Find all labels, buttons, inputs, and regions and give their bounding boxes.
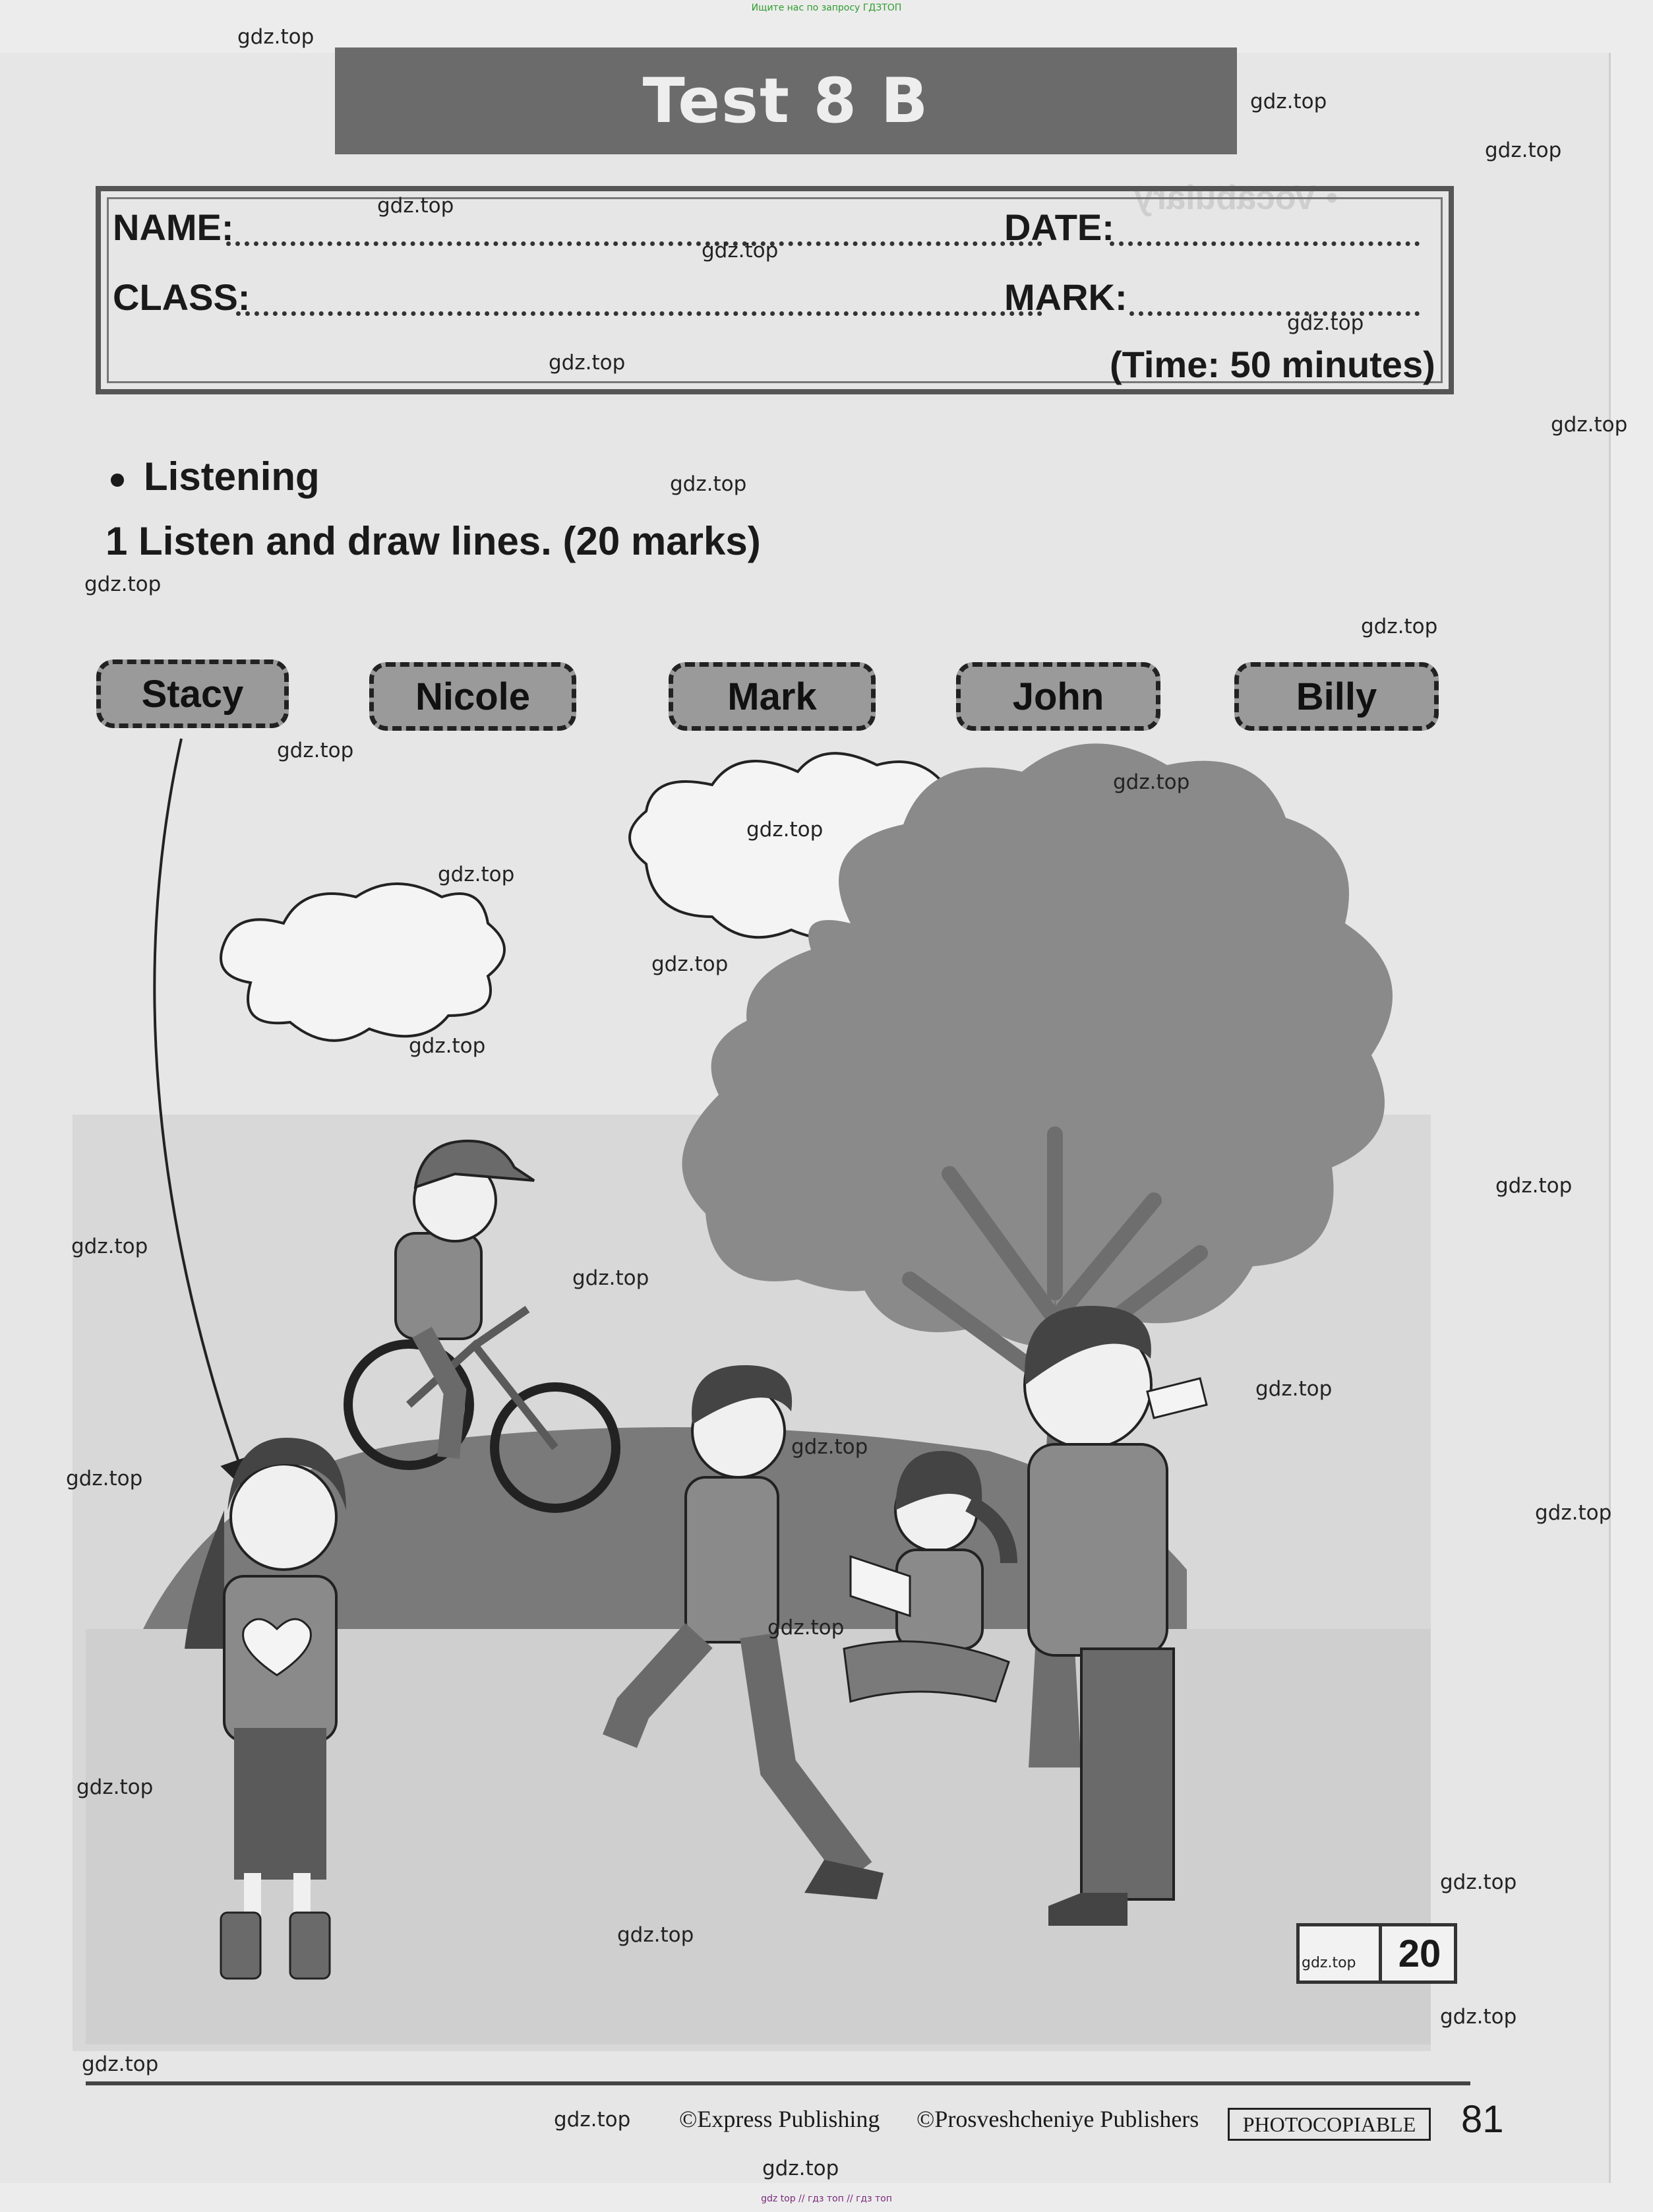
bleed-through-text: • Vocabulary xyxy=(1134,179,1338,217)
watermark: gdz.top xyxy=(277,739,354,762)
name-box-nicole[interactable]: Nicole xyxy=(369,662,576,731)
watermark: gdz.top xyxy=(1287,311,1364,335)
name-box-john[interactable]: John xyxy=(956,662,1160,731)
watermark: gdz.top xyxy=(554,2108,631,2132)
watermark: gdz.top xyxy=(651,952,729,976)
watermark: gdz.top xyxy=(66,1467,143,1490)
watermark: gdz.top xyxy=(1255,1377,1333,1401)
watermark: gdz.top xyxy=(549,351,626,375)
class-label: CLASS: xyxy=(113,276,251,318)
score-box xyxy=(1296,1923,1457,1984)
watermark: gdz.top xyxy=(791,1435,868,1459)
watermark: gdz.top xyxy=(438,863,515,886)
watermark: gdz.top xyxy=(76,1775,154,1799)
score-total: 20 xyxy=(1398,1932,1441,1975)
watermark: gdz.top xyxy=(670,472,747,496)
copyright-express: ©Express Publishing xyxy=(679,2106,880,2132)
watermark: gdz.top xyxy=(1250,90,1327,113)
name-box-stacy[interactable]: Stacy xyxy=(96,660,289,728)
score-divider xyxy=(1379,1926,1382,1981)
watermark: gdz.top xyxy=(237,25,315,49)
watermark: gdz.top xyxy=(1440,2005,1517,2029)
watermark: gdz.top xyxy=(1535,1501,1612,1525)
watermark: gdz.top xyxy=(82,2052,159,2076)
section-heading: Listening xyxy=(144,454,320,499)
tree-foliage-side xyxy=(682,1004,986,1291)
watermark: gdz.top xyxy=(762,2157,839,2180)
watermark: gdz.top xyxy=(1485,138,1562,162)
page-number: 81 xyxy=(1461,2098,1504,2141)
copyright-prosveshcheniye: ©Prosveshcheniye Publishers xyxy=(917,2106,1199,2132)
name-box-billy[interactable]: Billy xyxy=(1234,662,1439,731)
mark-label: MARK: xyxy=(1004,276,1127,318)
cloud-left xyxy=(221,884,504,1041)
watermark: gdz.top xyxy=(1113,770,1190,794)
page-title: Test 8 B xyxy=(642,65,930,137)
watermark: gdz.top xyxy=(1495,1174,1573,1198)
name-box-mark[interactable]: Mark xyxy=(669,662,876,731)
watermark: gdz.top xyxy=(702,239,779,262)
watermark: gdz.top xyxy=(572,1266,649,1290)
watermark: gdz.top xyxy=(617,1923,694,1947)
watermark: gdz.top xyxy=(1440,1870,1517,1894)
name-label: NAME: xyxy=(113,206,234,248)
photocopiable-label: PHOTOCOPIABLE xyxy=(1228,2108,1431,2141)
watermark: gdz.top xyxy=(746,818,824,842)
watermark: gdz.top xyxy=(71,1235,148,1258)
watermark: gdz.top xyxy=(84,572,162,596)
top-banner: Ищите нас по запросу ГДЗТОП xyxy=(751,3,902,13)
time-limit: (Time: 50 minutes) xyxy=(1110,344,1435,385)
watermark: gdz.top xyxy=(1361,615,1438,638)
date-label: DATE: xyxy=(1004,206,1114,248)
watermark: gdz.top xyxy=(409,1034,486,1058)
watermark: gdz.top xyxy=(377,194,454,218)
watermark: gdz.top xyxy=(1551,413,1628,437)
footer-rule xyxy=(86,2081,1470,2085)
watermark: gdz.top xyxy=(1302,1955,1356,1971)
task-instruction: 1 Listen and draw lines. (20 marks) xyxy=(105,519,761,563)
watermark: gdz.top xyxy=(767,1616,845,1640)
bottom-banner: gdz top // гдз топ // гдз топ xyxy=(761,2194,892,2204)
